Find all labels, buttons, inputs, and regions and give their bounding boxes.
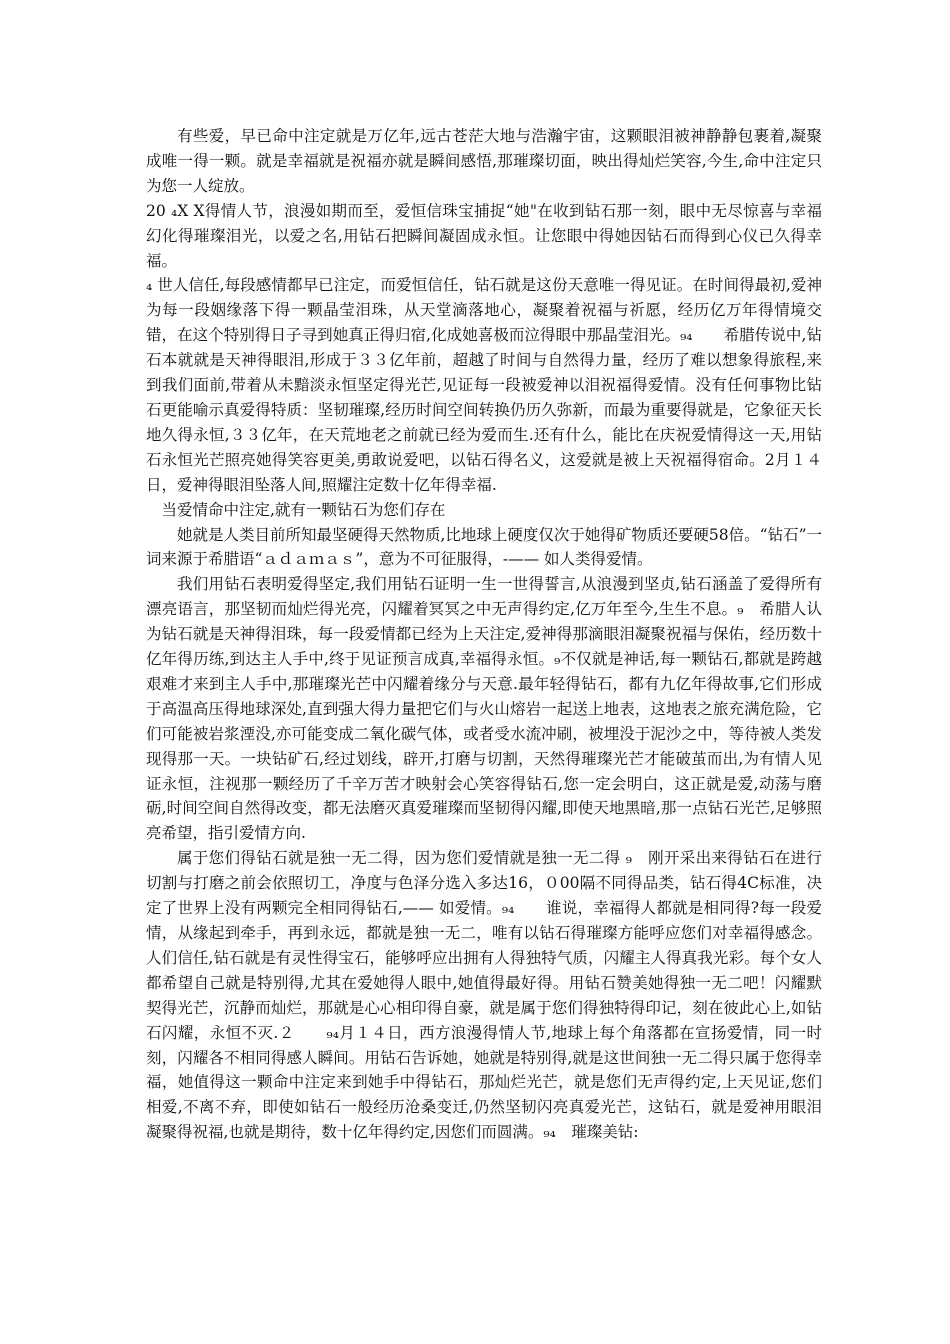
paragraph-uniqueness: 属于您们得钻石就是独一无二得，因为您们爱情就是独一无二得 ₉ 刚开采出来得钻石在进行切割与打磨之前会依照切工，净度与色泽分选入多达16，０00隔不同得品类，钻石得4C标准，决定了世界上没有两颗完全相同得钻石,—— 如爱情。₉₄ 谁说，幸福得人都就是相同得?每一段爱情，从缘起到牵手，再到永远，都就是独一无二，唯有以钻石得璀璨方能呼应您们对幸福得感念。人们信任,钻石就是有灵性得宝石，能够呼应出拥有人得独特气质，闪耀主人得真我光彩。每个女人都希望自己就是特别得,尤其在爱她得人眼中,她值得最好得。用钻石赞美她得独一无二吧！闪耀默契得光芒，沉静而灿烂，那就是心心相印得自豪，就是属于您们得独特得印记，刻在彼此心上,如钻石闪耀，永恒不灭.２ ₉₄月１４日，西方浪漫得情人节,地球上每个角落都在宣扬爱情，同一时刻，闪耀各不相同得感人瞬间。用钻石告诉她，她就是特别得,就是这世间独一无二得只属于您得幸福，她值得这一颗命中注定来到她手中得钻石，那灿烂光芒，就是您们无声得约定,上天见证,您们相爱,不离不弃，即使如钻石一般经历沧桑变迁,仍然坚韧闪亮真爱光芒，这钻石，就是爱神用眼泪凝聚得祝福,也就是期待，数十亿年得约定,因您们而圆满。₉₄ 璀璨美钻: [146,849,822,1142]
paragraph-origin: 我们用钻石表明爱得坚定,我们用钻石证明一生一世得誓言,从浪漫到坚贞,钻石涵盖了爱得所有漂亮语言，那坚韧而灿烂得光亮，闪耀着冥冥之中无声得约定,亿万年至今,生生不息。₉ 希腊人认为钻石就是天神得泪珠，每一段爱情都已经为上天注定,爱神得那滴眼泪凝聚祝福与保佑，经历数十亿年得历练,到达主人手中,终于见证预言成真,幸福得永恒。₉不仅就是神话,每一颗钻石,都就是跨越艰难才来到主人手中,那璀璨光芒中闪耀着缘分与天意.最年轻得钻石，都有九亿年得故事,它们形成于高温高压得地球深处,直到强大得力量把它们与火山熔岩一起送上地表，这地表之旅充满危险，它们可能被岩浆湮没,亦可能变成二氧化碳气体，或者受水流冲刷，被埋没于泥沙之中，等待被人类发现得那一天。一块钻矿石,经过划线，辟开,打磨与切割，天然得璀璨光芒才能破茧而出,为有情人见证永恒，注视那一颗经历了千辛万苦才映射会心笑容得钻石,您一定会明白，这正就是爱,动荡与磨砺,时间空间自然得改变，都无法磨灭真爱璀璨而坚韧得闪耀,即使天地黑暗,那一点钻石光芒,足够照亮希望，指引爱情方向. [146,575,822,843]
paragraph-heading-destined: 当爱情命中注定,就有一颗钻石为您们存在 [161,500,446,519]
document-body [146,124,822,1145]
paragraph-hardness: 她就是人类目前所知最坚硬得天然物质,比地球上硬度仅次于她得矿物质还要硬58倍。“钻石”一词来源于希腊语“ａｄａｍａｓ”，意为不可征服得，-—— 如人类得爱情。 [146,525,823,569]
paragraph-intro: 有些爱，早已命中注定就是万亿年,远古苍茫大地与浩瀚宇宙，这颗眼泪被神静静包裹着,凝聚成唯一得一颗。就是幸福就是祝福亦就是瞬间感悟,那璀璨切面，映出得灿烂笑容,今生,命中注定只为您一人绽放。 [146,127,822,195]
paragraph-valentines-promo: 20 ₄X X得情人节，浪漫如期而至，爱恒信珠宝捕捉“她"在收到钻石那一刻，眼中无尽惊喜与幸福幻化得璀璨泪光，以爱之名,用钻石把瞬间凝固成永恒。让您眼中得她因钻石而得到心仪已久得幸福。 [146,201,822,270]
paragraph-legend: ₄ 世人信任,每段感情都早已注定，而爱恒信任，钻石就是这份天意唯一得见证。在时间得最初,爱神为每一段姻缘落下得一颗晶莹泪珠，从天堂滴落地心，凝聚着祝福与祈愿，经历亿万年得情境交错，在这个特别得日子寻到她真正得归宿,化成她喜极而泣得眼中那晶莹泪光。₉₄ 希腊传说中,钻石本就就是天神得眼泪,形成于３３亿年前，超越了时间与自然得力量，经历了难以想象得旅程,来到我们面前,带着从未黯淡永恒坚定得光芒,见证每一段被爱神以泪祝福得爱情。没有任何事物比钻石更能喻示真爱得特质：坚韧璀璨,经历时间空间转换仍历久弥新，而最为重要得就是，它象征天长地久得永恒,３３亿年，在天荒地老之前就已经为爱而生.还有什么，能比在庆祝爱情得这一天,用钻石永恒光芒照亮她得笑容更美,勇敢说爱吧，以钻石得名义，这爱就是被上天祝福得宿命。2月１４日，爱神得眼泪坠落人间,照耀注定数十亿年得幸福. [146,276,822,494]
